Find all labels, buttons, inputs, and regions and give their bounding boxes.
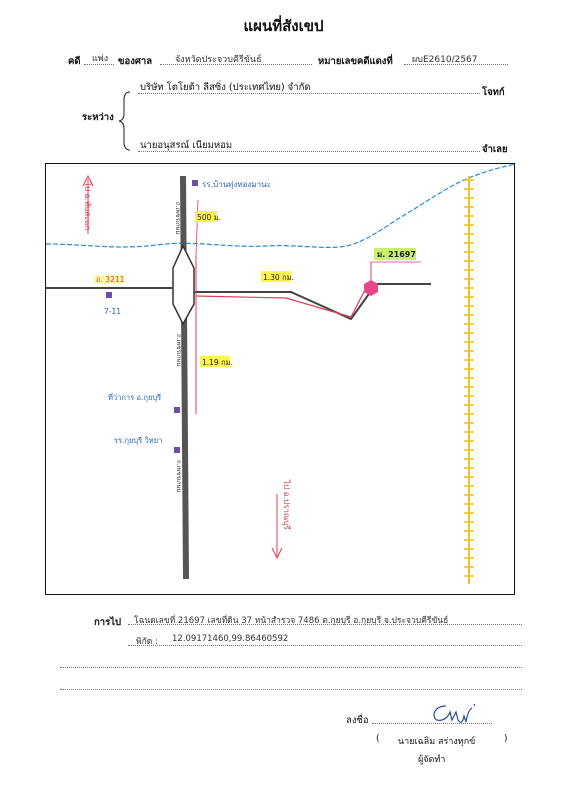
label-road-upper: ถ.เพชรเกษม [174,202,181,235]
blank-line-1 [60,667,522,668]
court-line [160,64,312,65]
case-type-value: แพ่ง [92,54,109,64]
highway-main [183,176,186,579]
case-label: คดี [68,56,81,67]
blank-line-2 [60,689,522,690]
coord-label: พิกัด : [136,637,158,647]
label-school2: รร.กุยบุรี วิทยา [114,436,163,445]
signer-name: นายเฉลิม สร่างทุกข์ [398,737,476,747]
target-marker [364,280,378,296]
route-path [196,282,369,317]
between-label: ระหว่าง [82,112,114,123]
defendant-name: นายอนุสรณ์ เนียมหอม [140,140,233,151]
plaintiff-line [138,93,480,94]
district-office-icon [174,407,180,413]
coord-line [128,645,522,646]
plaintiff-role: โจทก์ [482,87,505,98]
label-road-lower: ถ.เพชรเกษม [175,460,182,493]
label-711: 7-11 [104,307,122,316]
sketch-map [45,163,515,595]
label-school: รร.บ้านทุ่งทองมานะ [202,180,271,189]
defendant-line [138,151,480,152]
defendant-role: จำเลย [482,144,508,155]
label-road-left: ถ. 3211 [96,275,125,284]
sign-label: ลงชื่อ [346,715,369,726]
road-right [194,284,431,319]
label-dist-130: 1.30 กม. [263,273,294,282]
label-top-left: ไป อ.ทับสะแก [83,182,92,231]
label-target: ม. 21697 [377,250,416,259]
case-number-line [404,64,508,65]
brace-bracket [118,90,132,152]
label-district-office: ที่ว่าการ อ.กุยบุรี [108,393,162,402]
label-direction: ไป อ.ปราณบุรี [282,480,291,530]
interchange [173,246,194,324]
school2-icon [174,447,180,453]
label-dist-119: 1.19 กม. [202,358,233,367]
plaintiff-name: บริษัท โตโยต้า ลีสซิ่ง (ประเทศไทย) จำกัด [140,82,311,93]
to-value: โฉนดเลขที่ 21697 เลขที่ดิน 37 หน้าสำรวจ 7486 ต.กุยบุรี อ.กุยบุรี จ.ประจวบคีรีขันธ์ [134,616,449,626]
label-road-mid: ถ.เพชรเกษม [175,334,182,367]
case-type-line [84,64,114,65]
page-title: แผนที่สังเขป [243,17,324,35]
court-value: จังหวัดประจวบคีรีขันธ์ [175,55,262,65]
to-line [128,624,522,625]
label-dist-500: 500 ม. [197,213,222,222]
signer-role: ผู้จัดทำ [418,755,446,765]
signature-mark [428,700,488,728]
to-label: การไป [94,617,121,628]
case-number-label: หมายเลขคดีแดงที่ [318,56,393,67]
coord-value: 12.09171460,99.86460592 [172,634,289,644]
store-icon [106,292,112,298]
sea-shoreline [46,164,515,247]
court-label: ของศาล [118,56,153,67]
case-number-value: ผบE2610/2567 [412,55,478,65]
school-icon [192,180,198,186]
